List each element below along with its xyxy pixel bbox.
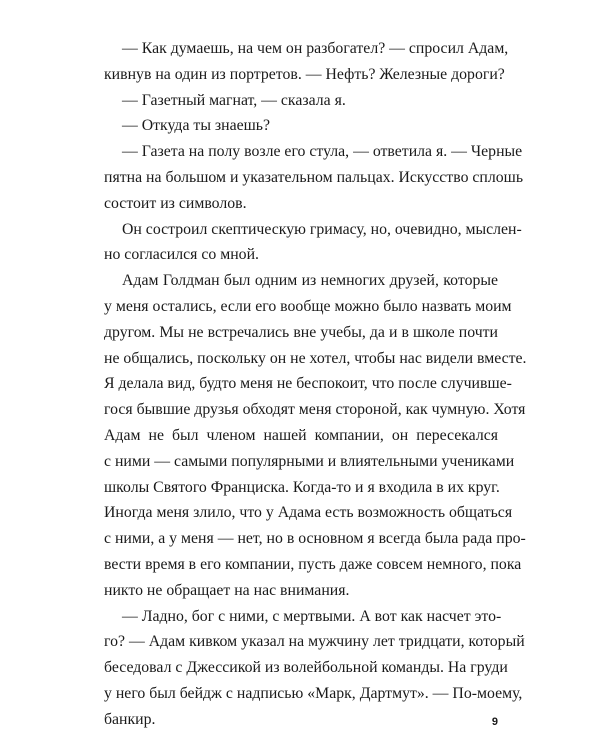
text-line: кивнув на один из портретов. — Нефть? Железные дороги? bbox=[104, 65, 505, 83]
text-line: состоит из символов. bbox=[104, 194, 247, 212]
text-line: но согласился со мной. bbox=[104, 246, 259, 264]
body-text bbox=[104, 36, 527, 733]
text-line: пятна на большом и указательном пальцах. Искусство сплошь bbox=[104, 168, 524, 186]
text-line: Иногда меня злило, что у Адама есть возможность общаться bbox=[104, 504, 513, 522]
text-line: — Газетный магнат, — сказала я. bbox=[122, 91, 346, 109]
text-line: Адам Голдман был одним из немногих друзей, которые bbox=[122, 272, 498, 290]
text-line: у меня остались, если его вообще можно было назвать моим bbox=[104, 297, 512, 315]
text-line: гося бывшие друзья обходят меня стороной, как чумную. Хотя bbox=[104, 401, 526, 419]
text-line: никто не обращает на нас внимания. bbox=[104, 581, 350, 599]
paragraph bbox=[104, 113, 498, 139]
text-line: вести время в его компании, пусть даже совсем немного, пока bbox=[104, 555, 522, 573]
paragraph bbox=[104, 88, 498, 114]
text-line: Адам не был членом нашей компании, он пересекался bbox=[104, 426, 498, 444]
paragraph bbox=[104, 139, 524, 216]
paragraph bbox=[104, 268, 527, 603]
text-line: — Как думаешь, на чем он разбогател? — спросил Адам, bbox=[122, 40, 509, 57]
text-line: с ними, а у меня — нет, но в основном я всегда была рада про- bbox=[104, 530, 526, 548]
text-line: другом. Мы не встречались вне учебы, да и в школе почти bbox=[104, 323, 498, 341]
text-line: беседовал с Джессикой из волейбольной команды. На груди bbox=[104, 659, 508, 677]
paragraph bbox=[104, 217, 522, 269]
text-line: школы Святого Франциска. Когда-то и я входила в их круг. bbox=[104, 478, 500, 496]
text-line: го? — Адам кивком указал на мужчину лет тридцати, который bbox=[104, 633, 525, 651]
text-line: — Откуда ты знаешь? bbox=[122, 117, 270, 135]
paragraph bbox=[104, 604, 525, 733]
text-line: у него был бейдж с надписью «Марк, Дартмут». — По-моему, bbox=[104, 684, 523, 702]
text-line: Я делала вид, будто меня не беспокоит, что после случивше- bbox=[104, 375, 512, 393]
text-line: — Ладно, бог с ними, с мертвыми. А вот как насчет это- bbox=[122, 607, 502, 625]
text-line: — Газета на полу возле его стула, — ответила я. — Черные bbox=[122, 143, 523, 161]
text-line: не общались, поскольку он не хотел, чтобы нас видели вместе. bbox=[104, 349, 527, 367]
page-number: 9 bbox=[491, 716, 498, 728]
text-line: Он состроил скептическую гримасу, но, очевидно, мыслен- bbox=[122, 220, 522, 238]
text-line: банкир. bbox=[104, 710, 156, 728]
paragraph bbox=[104, 36, 509, 88]
text-line: с ними — самыми популярными и влиятельными учениками bbox=[104, 452, 515, 470]
